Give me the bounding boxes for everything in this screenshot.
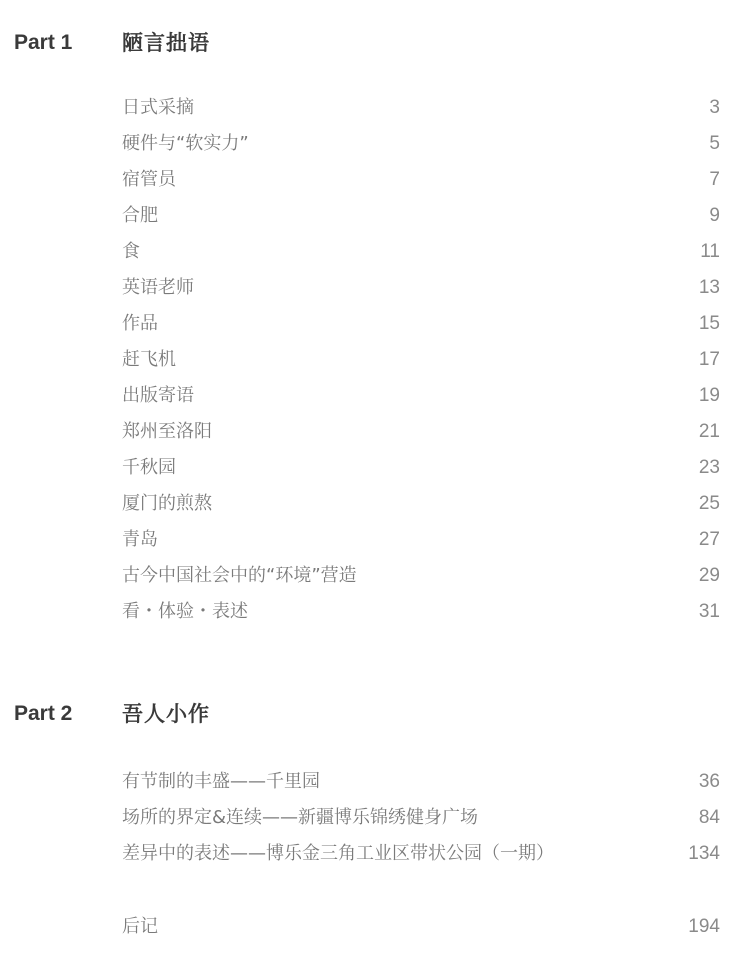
toc-entry[interactable]: [0, 764, 750, 800]
entry-page-number: 9: [709, 205, 720, 226]
entry-title: 赶飞机: [122, 349, 176, 370]
entry-title: 青岛: [122, 529, 158, 550]
entry-page-number: 7: [709, 169, 720, 190]
toc-entry[interactable]: [0, 522, 750, 558]
part-title: 吾人小作: [122, 702, 210, 726]
entry-page-number: 29: [698, 565, 720, 586]
toc-entry[interactable]: [0, 234, 750, 270]
entry-page-number: 31: [698, 601, 720, 622]
entry-title: 看・体验・表述: [122, 601, 248, 622]
part-title: 陋言拙语: [122, 31, 210, 55]
toc-entry-afterword[interactable]: [0, 909, 750, 945]
entry-title: 出版寄语: [122, 385, 194, 406]
entry-title: 有节制的丰盛——千里园: [122, 771, 320, 792]
toc-entry[interactable]: [0, 800, 750, 836]
entry-title: 合肥: [122, 205, 158, 226]
entry-title: 厦门的煎熬: [122, 493, 212, 514]
entry-title: 千秋园: [122, 457, 176, 478]
entry-page-number: 21: [698, 421, 720, 442]
toc-entry[interactable]: [0, 378, 750, 414]
toc-entry[interactable]: [0, 162, 750, 198]
entry-page-number: 25: [698, 493, 720, 514]
toc-entry[interactable]: [0, 836, 750, 872]
entry-title: 硬件与“软实力”: [122, 133, 249, 154]
entry-page-number: 134: [688, 843, 720, 864]
entry-page-number: 194: [688, 916, 720, 937]
entry-title: 郑州至洛阳: [122, 421, 212, 442]
part-1-header: [0, 23, 750, 63]
toc-entry[interactable]: [0, 126, 750, 162]
entry-title: 日式采摘: [122, 97, 194, 118]
entry-title: 食: [122, 241, 140, 262]
entry-title: 宿管员: [122, 169, 176, 190]
entry-page-number: 11: [700, 241, 720, 262]
entry-page-number: 15: [698, 313, 720, 334]
entry-page-number: 19: [698, 385, 720, 406]
afterword-section: [0, 909, 750, 945]
entry-title: 英语老师: [122, 277, 194, 298]
toc-entry[interactable]: [0, 306, 750, 342]
toc-entry[interactable]: [0, 450, 750, 486]
part-2-header: [0, 694, 750, 734]
entry-page-number: 23: [698, 457, 720, 478]
entry-title: 古今中国社会中的“环境”营造: [122, 565, 357, 586]
part-1-entries: [0, 90, 750, 630]
toc-entry[interactable]: [0, 414, 750, 450]
entry-title: 作品: [122, 313, 158, 334]
entry-page-number: 3: [709, 97, 720, 118]
entry-page-number: 17: [698, 349, 720, 370]
toc-entry[interactable]: [0, 198, 750, 234]
entry-page-number: 13: [698, 277, 720, 298]
toc-entry[interactable]: [0, 486, 750, 522]
part-label: Part 1: [14, 31, 73, 54]
entry-title: 场所的界定&连续——新疆博乐锦绣健身广场: [122, 807, 479, 828]
entry-page-number: 27: [698, 529, 720, 550]
entry-page-number: 5: [709, 133, 720, 154]
toc-entry[interactable]: [0, 594, 750, 630]
toc-entry[interactable]: [0, 270, 750, 306]
toc-entry[interactable]: [0, 558, 750, 594]
toc-entry[interactable]: [0, 342, 750, 378]
entry-title: 后记: [122, 916, 158, 937]
entry-page-number: 36: [698, 771, 720, 792]
part-label: Part 2: [14, 702, 73, 725]
part-2-entries: [0, 764, 750, 872]
toc-entry[interactable]: [0, 90, 750, 126]
entry-title: 差异中的表述——博乐金三角工业区带状公园（一期）: [122, 843, 554, 864]
entry-page-number: 84: [698, 807, 720, 828]
